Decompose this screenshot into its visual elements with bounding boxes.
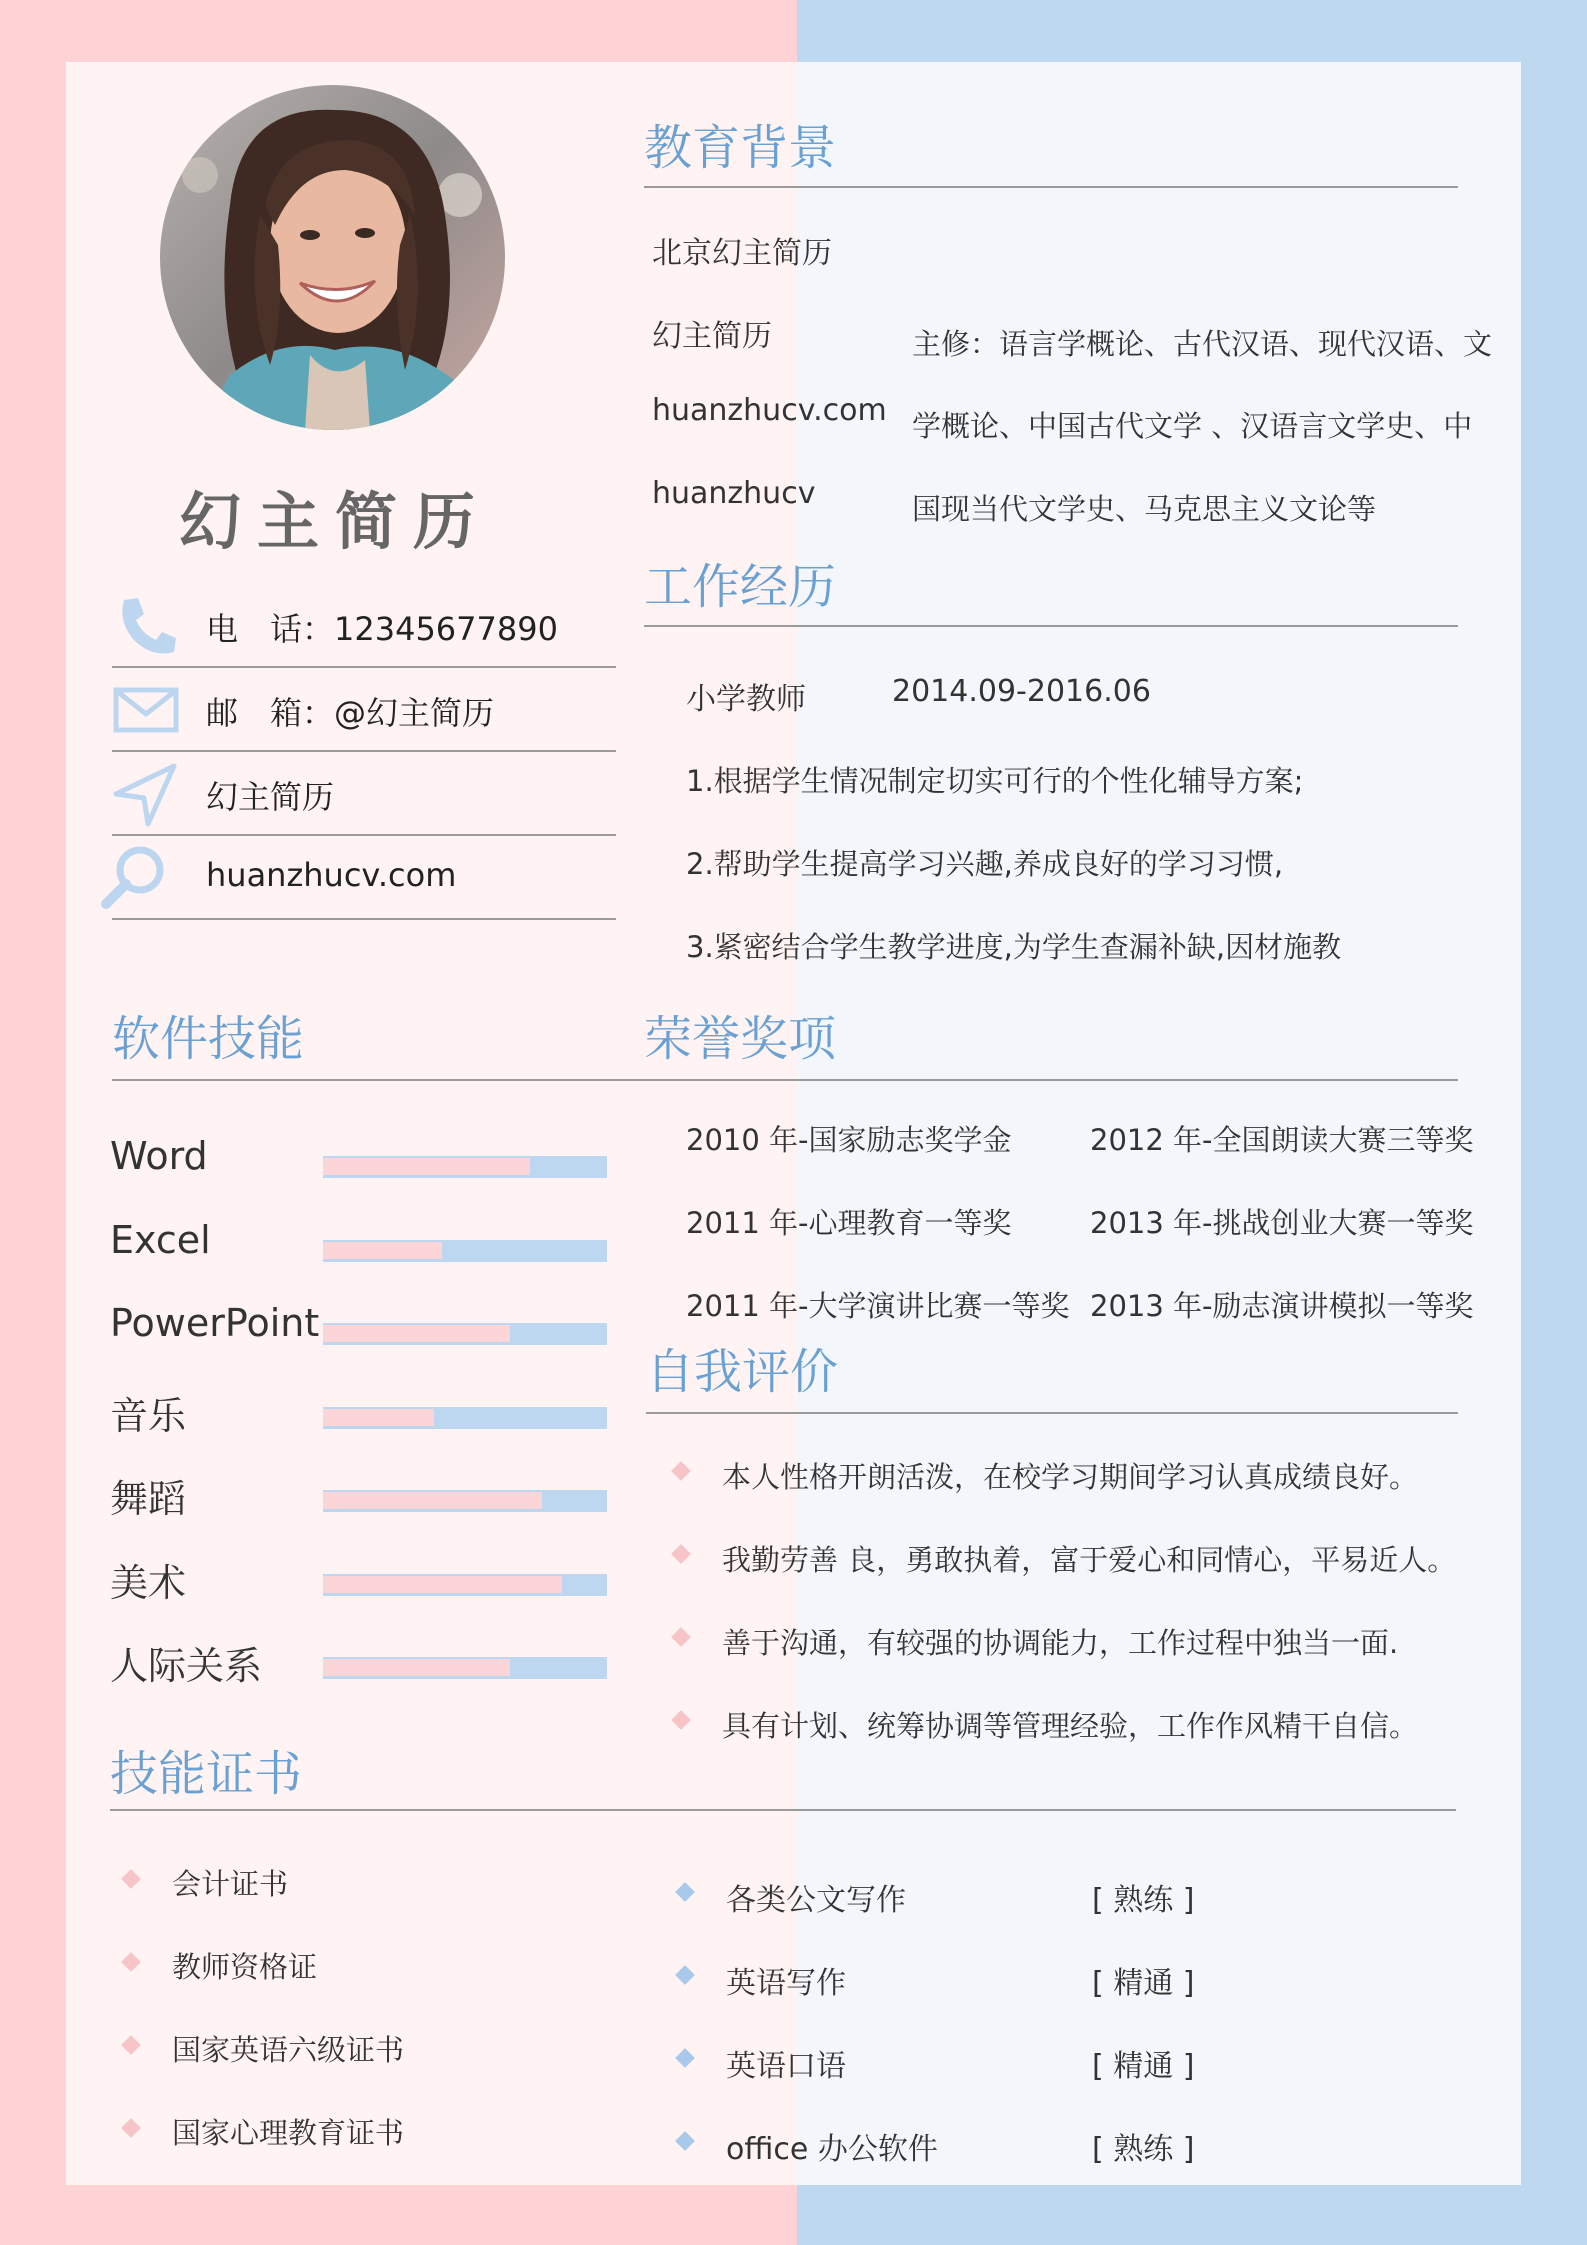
- self-eval-heading: 自我评价: [646, 1344, 839, 1400]
- ability-level: [ 精通 ]: [1092, 2049, 1195, 2084]
- skill-bar-fill: [323, 1492, 542, 1509]
- education-divider: [644, 186, 1458, 188]
- skill-bar-fill: [323, 1242, 442, 1259]
- contact-email-row: [112, 668, 616, 752]
- honor-item: 2011 年-心理教育一等奖: [686, 1206, 1012, 1240]
- education-heading: 教育背景: [644, 120, 837, 176]
- skill-bar-fill: [323, 1409, 434, 1426]
- skill-label: 人际关系: [110, 1644, 263, 1688]
- contact-email: 邮 箱：@幻主简历: [206, 694, 495, 732]
- phone-icon: [112, 592, 182, 660]
- self-eval-item: 具有计划、统筹协调等管理经验，工作作风精干自信。: [722, 1709, 1419, 1743]
- work-period: 2014.09-2016.06: [892, 674, 1151, 709]
- skill-label: Excel: [110, 1218, 211, 1262]
- skill-bar-track: [323, 1657, 607, 1679]
- skill-label: 音乐: [110, 1394, 187, 1438]
- education-major: 幻主简历: [652, 319, 772, 354]
- contact-address-row: [112, 752, 616, 836]
- ability-level: [ 精通 ]: [1092, 1966, 1195, 2001]
- send-icon: [112, 760, 182, 828]
- skills-heading: 软件技能: [112, 1011, 305, 1067]
- profile-name: 幻主简历: [178, 485, 491, 558]
- skill-label: 舞蹈: [110, 1477, 187, 1521]
- skill-bar-track: [323, 1490, 607, 1512]
- cert-item: 会计证书: [172, 1867, 289, 1901]
- self-eval-item: 我勤劳善 良，勇敢执着，富于爱心和同情心，平易近人。: [722, 1543, 1457, 1577]
- education-courses-line: 主修：语言学概论、古代汉语、现代汉语、文: [912, 327, 1493, 361]
- honor-item: 2013 年-挑战创业大赛一等奖: [1090, 1206, 1474, 1240]
- cert-item: 国家心理教育证书: [172, 2116, 405, 2150]
- honor-item: 2012 年-全国朗读大赛三等奖: [1090, 1123, 1474, 1157]
- honor-item: 2011 年-大学演讲比赛一等奖: [686, 1289, 1070, 1323]
- cert-item: 国家英语六级证书: [172, 2033, 405, 2067]
- skill-bar-track: [323, 1323, 607, 1345]
- education-site: huanzhucv.com: [652, 393, 887, 428]
- cert-item: 教师资格证: [172, 1950, 318, 1984]
- skill-bar-fill: [323, 1325, 510, 1342]
- work-title: 小学教师: [686, 682, 806, 717]
- skill-bar-fill: [323, 1576, 562, 1593]
- certs-heading: 技能证书: [110, 1746, 303, 1802]
- skill-label: Word: [110, 1134, 208, 1178]
- mail-icon: [112, 676, 182, 744]
- contact-website: huanzhucv.com: [206, 856, 457, 894]
- honor-item: 2013 年-励志演讲模拟一等奖: [1090, 1289, 1474, 1323]
- contact-phone-row: [112, 584, 616, 668]
- honor-item: 2010 年-国家励志奖学金: [686, 1123, 1012, 1157]
- search-icon: [98, 844, 168, 912]
- education-handle: huanzhucv: [652, 476, 816, 511]
- skill-label: PowerPoint: [110, 1301, 320, 1345]
- self-eval-item: 善于沟通，有较强的协调能力，工作过程中独当一面.: [722, 1626, 1399, 1660]
- work-duty: 2.帮助学生提高学习兴趣,养成良好的学习习惯,: [686, 847, 1284, 881]
- education-school: 北京幻主简历: [652, 236, 832, 271]
- certs-divider: [110, 1809, 1456, 1811]
- honors-heading: 荣誉奖项: [644, 1011, 837, 1067]
- skill-bar-track: [323, 1240, 607, 1262]
- ability-level: [ 熟练 ]: [1092, 1883, 1195, 1918]
- work-duty: 3.紧密结合学生教学进度,为学生查漏补缺,因材施教: [686, 930, 1342, 964]
- skill-bar-track: [323, 1156, 607, 1178]
- skills-honors-divider: [112, 1079, 1458, 1081]
- ability-name: office 办公软件: [726, 2132, 938, 2167]
- self-eval-item: 本人性格开朗活泼，在校学习期间学习认真成绩良好。: [722, 1460, 1419, 1494]
- skill-bar-track: [323, 1574, 607, 1596]
- work-duty: 1.根据学生情况制定切实可行的个性化辅导方案;: [686, 764, 1304, 798]
- self-eval-divider: [646, 1412, 1458, 1414]
- education-courses-line: 学概论、中国古代文学 、汉语言文学史、中: [912, 409, 1473, 443]
- skill-bar-fill: [323, 1659, 510, 1676]
- ability-level: [ 熟练 ]: [1092, 2132, 1195, 2167]
- education-courses-line: 国现当代文学史、马克思主义文论等: [912, 492, 1377, 526]
- contact-phone: 电 话：12345677890: [206, 610, 558, 648]
- skill-bar-track: [323, 1407, 607, 1429]
- avatar: [160, 85, 505, 430]
- ability-name: 英语口语: [726, 2049, 846, 2084]
- work-divider: [644, 625, 1458, 627]
- contact-address: 幻主简历: [206, 778, 335, 816]
- work-heading: 工作经历: [644, 559, 837, 615]
- skill-bar-fill: [323, 1158, 530, 1175]
- ability-name: 各类公文写作: [726, 1883, 906, 1918]
- ability-name: 英语写作: [726, 1966, 846, 2001]
- contact-website-row: [112, 836, 616, 920]
- skill-label: 美术: [110, 1561, 187, 1605]
- avatar-photo: [160, 85, 505, 430]
